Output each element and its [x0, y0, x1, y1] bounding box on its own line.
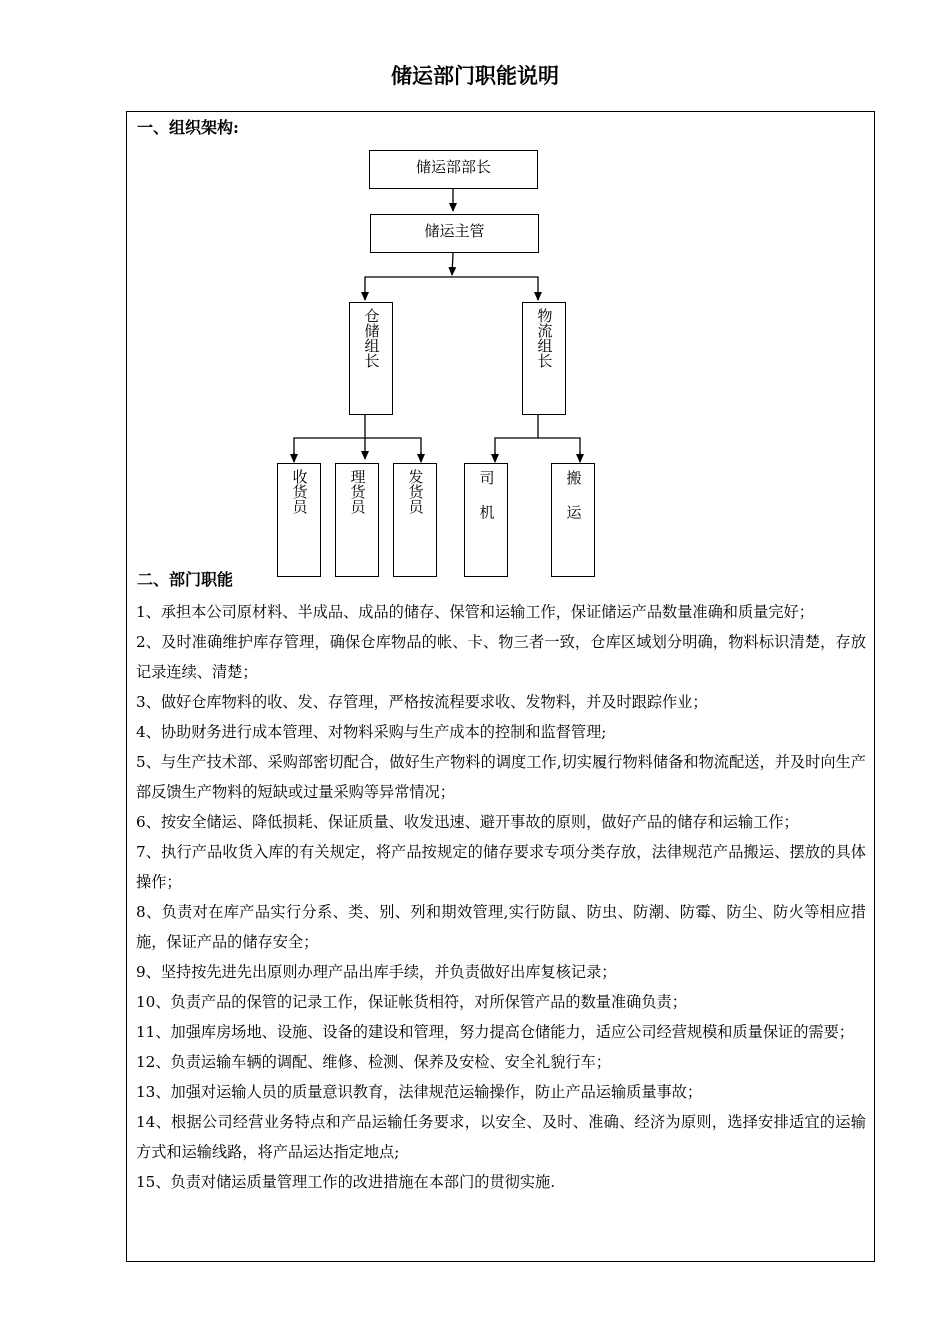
- duty-item: 15、负责对储运质量管理工作的改进措施在本部门的贯彻实施.: [136, 1173, 556, 1191]
- duty-item: 9、坚持按先进先出原则办理产品出库手续，并负责做好出库复核记录；: [136, 963, 617, 981]
- org-node-director: 储运部部长: [369, 150, 538, 189]
- section-heading-org: 一、组织架构:: [137, 118, 239, 137]
- duty-item: 12、负责运输车辆的调配、维修、检测、保养及安检、安全礼貌行车；: [136, 1053, 611, 1071]
- org-node-organizer: 理货员: [335, 463, 379, 577]
- duty-item: 7、执行产品收货入库的有关规定，将产品按规定的储存要求专项分类存放，法律规范产品搬运、摆放的具体操作；: [136, 843, 866, 891]
- org-node-shipper: 发货员: [393, 463, 437, 577]
- duty-item: 10、负责产品的保管的记录工作，保证帐货相符，对所保管产品的数量准确负责；: [136, 993, 687, 1011]
- duty-item: 1、承担本公司原材料、半成品、成品的储存、保管和运输工作，保证储运产品数量准确和质量完好；: [136, 603, 814, 621]
- duty-item: 4、协助财务进行成本管理、对物料采购与生产成本的控制和监督管理;: [136, 723, 607, 741]
- duty-item: 11、加强库房场地、设施、设备的建设和管理，努力提高仓储能力，适应公司经营规模和质量保证的需要；: [136, 1023, 854, 1041]
- org-node-warehouse-lead: 仓储组长: [349, 302, 393, 415]
- document-title: 储运部门职能说明: [391, 63, 559, 88]
- duty-item: 3、做好仓库物料的收、发、存管理，严格按流程要求收、发物料，并及时跟踪作业；: [136, 693, 708, 711]
- connector-branch-leads: [365, 277, 538, 300]
- org-node-receiver: 收货员: [277, 463, 321, 577]
- connector-branch-warehouse: [294, 438, 421, 462]
- duty-item: 5、与生产技术部、采购部密切配合，做好生产物料的调度工作,切实履行物料储备和物流配送，并及时向生产部反馈生产物料的短缺或过量采购等异常情况；: [136, 753, 866, 801]
- connector-branch-logistics: [495, 438, 580, 462]
- section-heading-duties: 二、部门职能: [137, 570, 234, 589]
- duties-list: [136, 597, 866, 1197]
- connector-supervisor-down: [452, 253, 453, 275]
- duty-item: 6、按安全储运、降低损耗、保证质量、收发迅速、避开事故的原则，做好产品的储存和运输工作；: [136, 813, 799, 831]
- content-frame: [126, 111, 875, 1262]
- duty-item: 14、根据公司经营业务特点和产品运输任务要求，以安全、及时、准确、经济为原则，选择安排适宜的运输方式和运输线路，将产品运达指定地点;: [136, 1113, 866, 1161]
- duty-item: 8、负责对在库产品实行分系、类、别、列和期效管理,实行防鼠、防虫、防潮、防霉、防尘、防火等相应措施，保证产品的储存安全；: [136, 903, 866, 951]
- org-node-logistics-lead: 物流组长: [522, 302, 566, 415]
- org-node-supervisor: 储运主管: [370, 214, 539, 253]
- org-node-porter: 搬运: [551, 463, 595, 577]
- org-node-driver: 司机: [464, 463, 508, 577]
- duty-item: 2、及时准确维护库存管理，确保仓库物品的帐、卡、物三者一致，仓库区域划分明确，物料标识清楚，存放记录连续、清楚；: [136, 633, 866, 681]
- duty-item: 13、加强对运输人员的质量意识教育，法律规范运输操作，防止产品运输质量事故；: [136, 1083, 703, 1101]
